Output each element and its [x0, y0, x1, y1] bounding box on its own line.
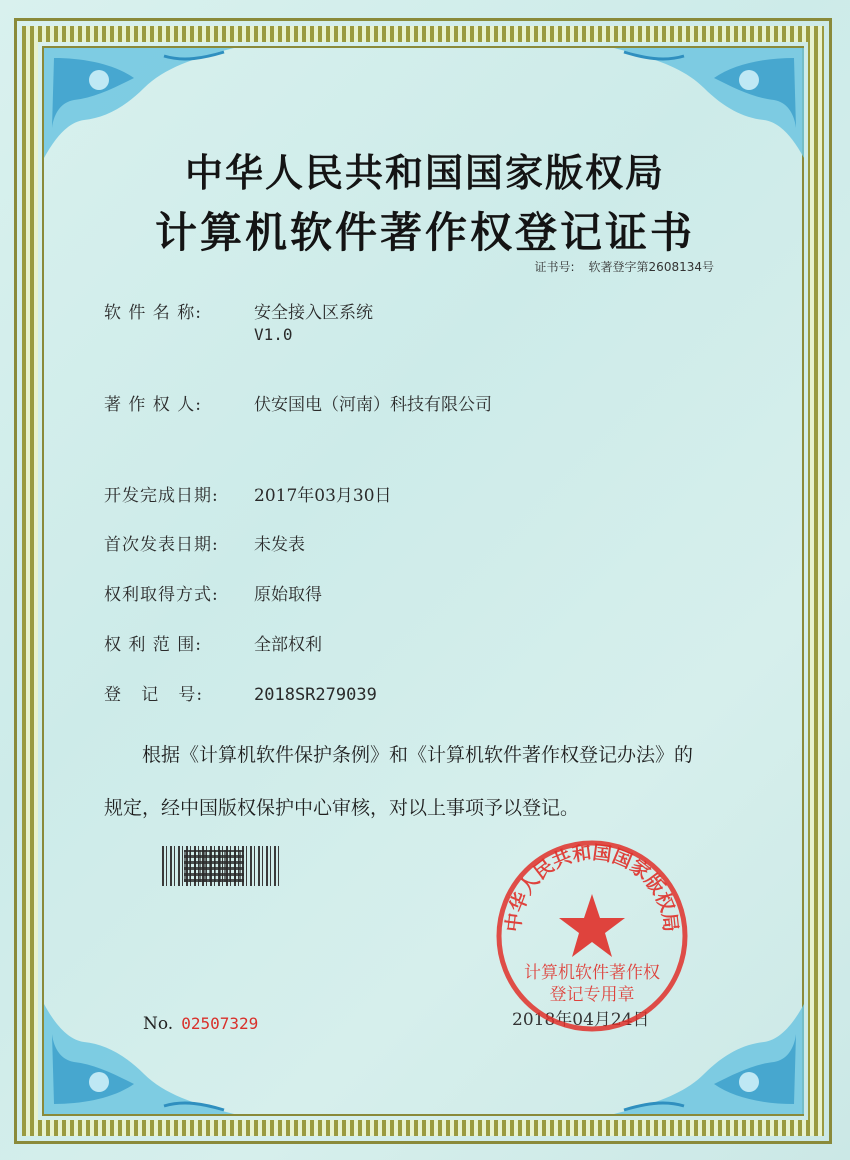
legal-basis-line-1: 根据《计算机软件保护条例》和《计算机软件著作权登记办法》的 [142, 744, 694, 766]
certificate-title: 计算机软件著作权登记证书 [154, 208, 695, 257]
field-value: 未发表 [254, 535, 305, 555]
field-rights-scope [104, 630, 322, 655]
seal-center-line-2: 登记专用章 [549, 985, 635, 1005]
field-value: 2018SR279039 [254, 685, 377, 705]
certificate-number-label: 证书号: [534, 260, 575, 274]
issuer-title: 中华人民共和国国家版权局 [184, 150, 665, 195]
field-value: 安全接入区系统 [254, 303, 373, 323]
field-registration-number [104, 680, 377, 705]
field-value: 全部权利 [254, 635, 322, 655]
certificate-number-value: 软著登字第2608134号 [588, 260, 714, 274]
field-value: 原始取得 [254, 585, 322, 605]
barcode-image [162, 846, 282, 886]
field-label: 权利取得方式: [104, 585, 219, 605]
field-value: 伏安国电（河南）科技有限公司 [254, 395, 492, 415]
serial-value: 02507329 [181, 1014, 259, 1033]
legal-basis-line-2: 规定，经中国版权保护中心审核，对以上事项予以登记。 [104, 797, 580, 819]
field-label: 首次发表日期: [104, 535, 219, 555]
seal-ring-text: 中华人民共和国国家版权局 [502, 841, 682, 934]
serial-number [143, 1014, 258, 1034]
field-label: 软 件 名 称: [104, 303, 202, 323]
field-label: 著 作 权 人: [104, 395, 202, 415]
seal-center-line-1: 计算机软件著作权 [524, 963, 660, 983]
field-acquisition-method [104, 580, 322, 605]
field-software-name [104, 298, 373, 344]
field-copyright-owner [104, 390, 492, 415]
field-value: 2017年03月30日 [254, 486, 392, 506]
field-label: 权 利 范 围: [104, 635, 202, 655]
field-completion-date [104, 481, 392, 506]
official-seal [492, 836, 692, 1036]
field-value-version: V1.0 [254, 325, 293, 344]
serial-label: No. [143, 1014, 174, 1034]
field-label: 开发完成日期: [104, 486, 219, 506]
issue-date: 2018年04月24日 [512, 1010, 650, 1030]
field-label: 登 记 号: [104, 685, 204, 705]
field-publication-date [104, 530, 305, 555]
certificate-number [535, 258, 715, 275]
